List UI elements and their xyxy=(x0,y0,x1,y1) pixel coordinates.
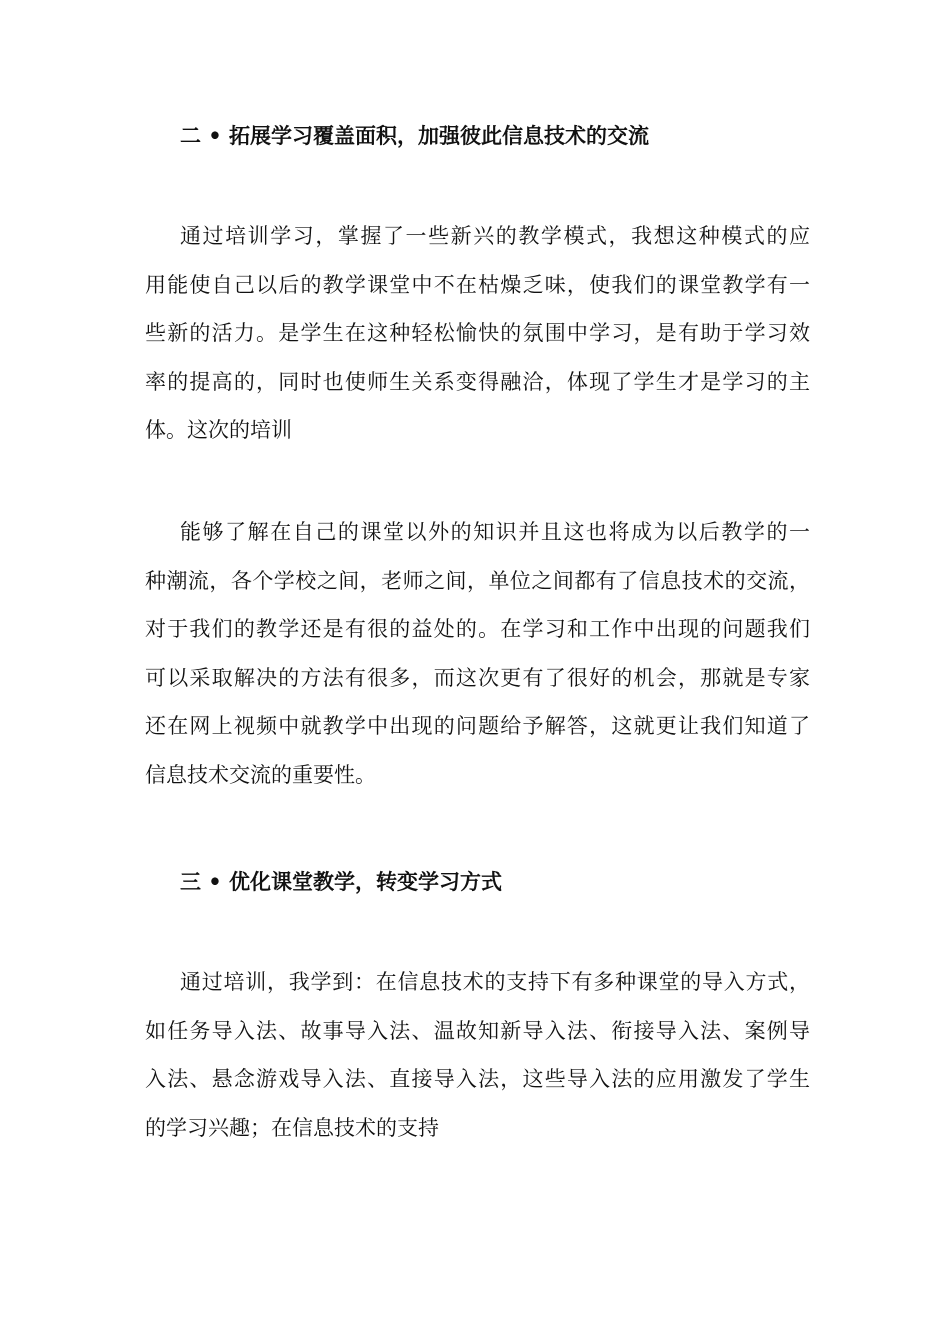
paragraph-2 xyxy=(145,508,810,799)
section-heading-3: 三 • 优化课堂教学，转变学习方式 xyxy=(180,869,503,894)
paragraph-line: 信息技术交流的重要性。 xyxy=(145,762,376,787)
paragraph-line: 对于我们的教学还是有很的益处的。在学习和工作中出现的问题我们 xyxy=(145,617,810,641)
paragraph-line: 率的提高的，同时也使师生关系变得融洽，体现了学生才是学习的主 xyxy=(145,369,810,394)
paragraph-line: 用能使自己以后的教学课堂中不在枯燥乏味，使我们的课堂教学有一 xyxy=(145,272,810,297)
paragraph-line: 入法、悬念游戏导入法、直接导入法，这些导入法的应用激发了学生 xyxy=(145,1067,810,1091)
paragraph-line: 些新的活力。是学生在这种轻松愉快的氛围中学习，是有助于学习效 xyxy=(145,321,810,345)
paragraph-line: 可以采取解决的方法有很多，而这次更有了很好的机会，那就是专家 xyxy=(145,665,810,690)
paragraph-1 xyxy=(145,212,810,455)
paragraph-line: 通过培训学习，掌握了一些新兴的教学模式，我想这种模式的应 xyxy=(180,224,810,248)
section-heading-2: 二 • 拓展学习覆盖面积，加强彼此信息技术的交流 xyxy=(180,123,650,148)
paragraph-line: 能够了解在自己的课堂以外的知识并且这也将成为以后教学的一 xyxy=(180,520,810,544)
paragraph-line: 的学习兴趣；在信息技术的支持 xyxy=(145,1115,439,1140)
paragraph-line: 种潮流，各个学校之间，老师之间，单位之间都有了信息技术的交流， xyxy=(145,568,810,593)
paragraph-line: 还在网上视频中就教学中出现的问题给予解答，这就更让我们知道了 xyxy=(145,714,810,738)
paragraph-line: 如任务导入法、故事导入法、温故知新导入法、衔接导入法、案例导 xyxy=(145,1018,810,1043)
paragraph-3 xyxy=(145,958,810,1152)
paragraph-line: 体。这次的培训 xyxy=(145,418,292,442)
paragraph-line: 通过培训，我学到：在信息技术的支持下有多种课堂的导入方式， xyxy=(180,970,810,994)
